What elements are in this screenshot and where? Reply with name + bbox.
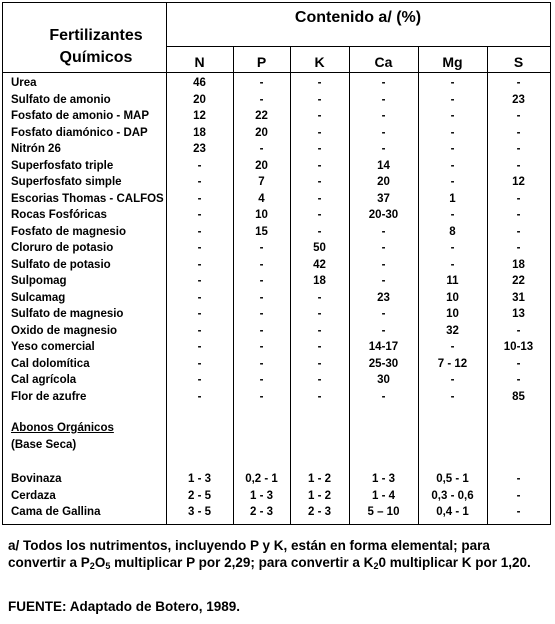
table-cell: - [259,324,264,337]
table-cell: 25-30 [368,357,399,370]
column-header-k: K [314,54,325,70]
table-row [3,141,550,158]
table-row [3,207,550,224]
table-row [3,488,550,505]
table-cell: 7 [258,176,265,188]
row-label-header-line2: Químicos [59,49,133,66]
table-cell: - [450,159,455,172]
table-cell: 10 [255,209,268,221]
table-cell: - [317,159,322,172]
table-cell: - [516,192,521,205]
header-bottom-line [3,72,550,73]
source-note: FUENTE: Adaptado de Botero, 1989. [8,599,241,614]
table-cell: - [197,209,202,221]
table-cell: 8 [449,225,456,238]
table-cell: 1 - 3 [249,489,273,502]
table-cell: - [516,506,521,518]
table-cell: 46 [193,77,206,89]
table-cell: - [516,473,521,485]
table-cell: - [450,110,455,122]
row-label: Fosfato de magnesio [11,225,127,238]
table-row [3,224,550,241]
table-cell: 1 - 3 [371,473,395,485]
table-cell: - [516,77,521,89]
table-cell: - [317,192,322,205]
table-cell: - [516,209,521,221]
row-label: Escorias Thomas - CALFOS [11,192,164,205]
table-cell: - [516,489,521,502]
table-cell: 14-17 [368,341,399,353]
table-cell: - [516,110,521,122]
table-cell: - [516,143,521,155]
table-cell: 50 [313,242,326,254]
table-cell: - [381,110,386,122]
table-cell: - [381,93,386,106]
table-row [3,125,550,142]
row-label: Sulfato de potasio [11,258,111,271]
table-cell: 3 - 5 [187,506,211,518]
table-cell: 32 [446,324,459,337]
table-cell: - [381,324,386,337]
table-cell: - [450,258,455,271]
table-row [3,273,550,290]
table-cell: - [381,126,386,139]
table-cell: - [516,242,521,254]
table-cell: 18 [193,126,206,139]
table-cell: - [317,176,322,188]
chemical-rows [3,75,550,405]
table-cell: 2 - 3 [307,506,331,518]
table-cell: - [516,357,521,370]
table-cell: 1 [449,192,456,205]
table-cell: - [450,176,455,188]
nutrient-table [2,2,551,525]
row-label: Fosfato diamónico - DAP [11,126,148,139]
table-cell: - [197,308,202,320]
organic-section-subtitle: (Base Seca) [11,439,77,451]
table-cell: - [381,390,386,403]
table-cell: 20-30 [368,209,399,221]
table-cell: 42 [313,258,326,271]
table-cell: - [381,308,386,320]
table-row [3,323,550,340]
table-cell: - [450,374,455,386]
table-cell: 20 [377,176,390,188]
table-row [3,356,550,373]
table-cell: 13 [512,308,525,320]
table-cell: - [197,192,202,205]
table-cell: - [197,176,202,188]
row-label: Cloruro de potasio [11,242,114,254]
table-cell: - [516,324,521,337]
table-cell: 37 [377,192,390,205]
row-label: Fosfato de amonio - MAP [11,110,149,122]
table-row [3,158,550,175]
row-label: Cal dolomítica [11,357,90,370]
table-cell: - [317,110,322,122]
table-cell: 12 [512,176,525,188]
table-cell: 4 [258,192,265,205]
table-cell: 10 [446,291,459,304]
table-cell: - [381,242,386,254]
table-cell: 2 - 3 [249,506,273,518]
row-label: Cama de Gallina [11,506,101,518]
table-cell: - [381,258,386,271]
row-label: Cerdaza [11,489,56,502]
table-cell: - [259,357,264,370]
table-row [3,306,550,323]
column-header-mg: Mg [442,54,463,70]
table-cell: - [317,209,322,221]
table-cell: 12 [193,110,206,122]
table-cell: - [516,225,521,238]
row-label: Sulcamag [11,291,66,304]
table-cell: 0,4 - 1 [436,506,469,518]
table-cell: - [317,143,322,155]
table-cell: 85 [512,390,525,403]
organic-rows [3,471,550,521]
table-cell: - [259,258,264,271]
column-header-ca: Ca [374,54,393,70]
table-cell: - [381,77,386,89]
table-cell: - [259,143,264,155]
header-divider [166,46,550,47]
column-header-s: S [513,54,524,70]
table-cell: 23 [193,143,206,155]
table-cell: 7 - 12 [437,357,468,370]
table-row [3,75,550,92]
table-cell: - [259,242,264,254]
table-cell: - [197,374,202,386]
table-cell: 22 [512,275,525,287]
table-row [3,191,550,208]
table-cell: - [450,209,455,221]
table-cell: - [317,225,322,238]
row-label: Rocas Fosfóricas [11,209,107,221]
table-cell: 10 [446,308,459,320]
row-label: Sulpomag [11,275,67,287]
table-row [3,174,550,191]
table-cell: 0,3 - 0,6 [431,489,474,502]
table-cell: - [317,291,322,304]
table-cell: - [450,77,455,89]
table-cell: - [259,77,264,89]
table-cell: - [516,374,521,386]
table-cell: 2 - 5 [187,489,211,502]
table-cell: - [317,93,322,106]
table-cell: - [197,242,202,254]
footnote: a/ Todos los nutrimentos, incluyendo P y K, están en forma elemental; para convertir a $P_2O_5$ multiplicar P por 2,29; para convertir a $K_20$ multiplicar K por 1,20. [8,538,531,571]
table-row [3,108,550,125]
table-cell: - [259,341,264,353]
table-cell: 0,5 - 1 [436,473,469,485]
table-cell: 31 [512,291,525,304]
table-cell: 30 [377,374,390,386]
table-cell: - [450,390,455,403]
table-row [3,257,550,274]
table-cell: - [197,357,202,370]
table-cell: - [516,126,521,139]
table-cell: 20 [193,93,206,106]
table-cell: - [259,390,264,403]
table-cell: - [317,374,322,386]
table-cell: - [450,242,455,254]
row-label: Urea [11,77,37,89]
table-cell: - [317,341,322,353]
table-cell: - [197,341,202,353]
table-row [3,372,550,389]
table-cell: - [259,374,264,386]
table-cell: - [450,341,455,353]
column-header-n: N [194,54,205,70]
table-cell: 18 [512,258,525,271]
table-row [3,92,550,109]
row-label-header-line1: Fertilizantes [49,27,143,44]
table-cell: 14 [377,159,390,172]
table-cell: 0,2 - 1 [245,473,278,485]
column-header-p: P [256,54,267,70]
table-cell: - [381,225,386,238]
table-cell: - [197,275,202,287]
row-label: Superfosfato simple [11,176,122,188]
table-cell: - [317,308,322,320]
table-row [3,504,550,521]
table-cell: - [450,93,455,106]
table-cell: - [197,390,202,403]
table-row [3,339,550,356]
table-cell: - [197,159,202,172]
table-cell: - [259,275,264,287]
table-cell: - [197,291,202,304]
row-label: Superfosfato triple [11,159,114,172]
table-cell: - [197,258,202,271]
table-cell: 18 [313,275,326,287]
table-cell: - [317,324,322,337]
table-cell: 23 [377,291,390,304]
table-cell: - [317,126,322,139]
table-row [3,471,550,488]
table-cell: 22 [255,110,268,122]
table-row [3,290,550,307]
table-cell: 20 [255,126,268,139]
table-cell: - [450,126,455,139]
table-cell: 1 - 3 [187,473,211,485]
table-cell: - [317,357,322,370]
table-cell: - [317,77,322,89]
table-cell: 15 [255,225,268,238]
row-label: Sulfato de magnesio [11,308,124,320]
table-cell: 11 [446,275,459,287]
table-row [3,389,550,406]
table-cell: 5 – 10 [367,506,400,518]
table-cell: - [259,308,264,320]
row-label: Cal agrícola [11,374,77,386]
content-header: Contenido a/ (%) [294,9,422,26]
row-label: Oxido de magnesio [11,324,118,337]
row-label: Bovinaza [11,473,62,485]
table-cell: - [197,324,202,337]
row-label: Flor de azufre [11,390,87,403]
row-label: Yeso comercial [11,341,95,353]
table-cell: - [381,143,386,155]
table-cell: - [259,93,264,106]
table-cell: 23 [512,93,525,106]
table-cell: 10-13 [503,341,534,353]
table-cell: 1 - 4 [371,489,395,502]
table-cell: - [381,275,386,287]
table-cell: - [259,291,264,304]
row-label: Sulfato de amonio [11,93,111,106]
table-cell: 1 - 2 [307,489,331,502]
table-cell: 1 - 2 [307,473,331,485]
table-cell: 20 [255,159,268,172]
table-cell: - [197,225,202,238]
table-cell: - [450,143,455,155]
organic-section-title: Abonos Orgánicos [11,422,114,434]
table-cell: - [516,159,521,172]
table-cell: - [317,390,322,403]
row-label: Nitrón 26 [11,143,61,155]
table-row [3,240,550,257]
